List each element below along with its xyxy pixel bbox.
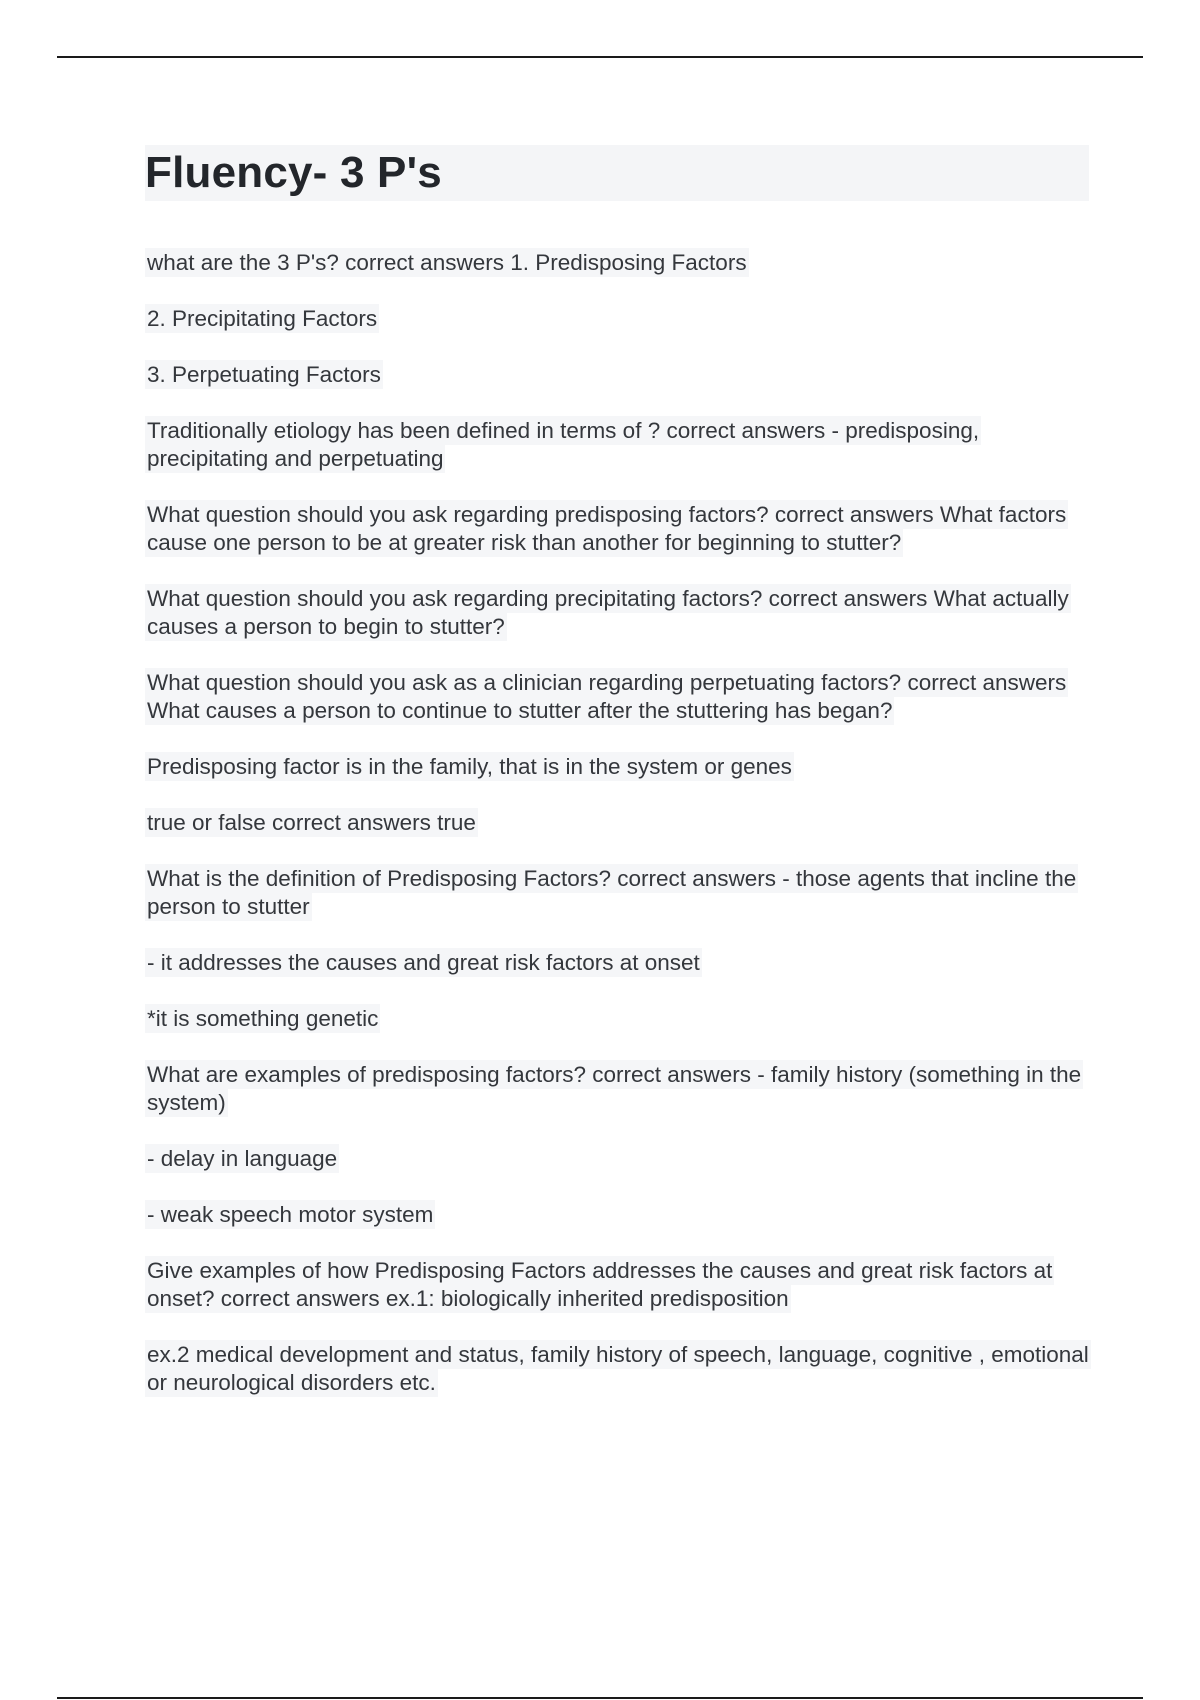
paragraph: - delay in language bbox=[147, 1146, 338, 1171]
paragraph: - weak speech motor system bbox=[147, 1202, 434, 1227]
document-body bbox=[145, 145, 1089, 1425]
paragraph: - it addresses the causes and great risk factors at onset bbox=[147, 950, 700, 975]
paragraph: *it is something genetic bbox=[147, 1006, 379, 1031]
paragraph: What question should you ask regarding precipitating factors? correct answers What actually causes a person to begin to stutter? bbox=[147, 586, 1069, 639]
paragraph: true or false correct answers true bbox=[147, 810, 476, 835]
paragraph: Give examples of how Predisposing Factors addresses the causes and great risk factors at onset? correct answers ex.1: biologically inherited predisposition bbox=[147, 1258, 1053, 1311]
paragraph: what are the 3 P's? correct answers 1. Predisposing Factors bbox=[147, 250, 747, 275]
title-band bbox=[145, 145, 1089, 201]
paragraph: Traditionally etiology has been defined in terms of ? correct answers - predisposing, precipitating and perpetuating bbox=[147, 418, 980, 471]
paragraph: Predisposing factor is in the family, that is in the system or genes bbox=[147, 754, 792, 779]
paragraph: What question should you ask as a clinician regarding perpetuating factors? correct answers What causes a person to continue to stutter after the stuttering has began? bbox=[147, 670, 1067, 723]
paragraph: 2. Precipitating Factors bbox=[147, 306, 378, 331]
top-rule bbox=[57, 56, 1143, 58]
paragraph: ex.2 medical development and status, family history of speech, language, cognitive , emotional or neurological disorders etc. bbox=[147, 1342, 1089, 1395]
paragraph: What question should you ask regarding predisposing factors? correct answers What factors cause one person to be at greater risk than another for beginning to stutter? bbox=[147, 502, 1067, 555]
page-title: Fluency- 3 P's bbox=[145, 148, 442, 197]
bottom-rule bbox=[57, 1697, 1143, 1699]
paragraph: What are examples of predisposing factors? correct answers - family history (something in the system) bbox=[147, 1062, 1082, 1115]
paragraph: What is the definition of Predisposing Factors? correct answers - those agents that incline the person to stutter bbox=[147, 866, 1077, 919]
paragraph: 3. Perpetuating Factors bbox=[147, 362, 381, 387]
